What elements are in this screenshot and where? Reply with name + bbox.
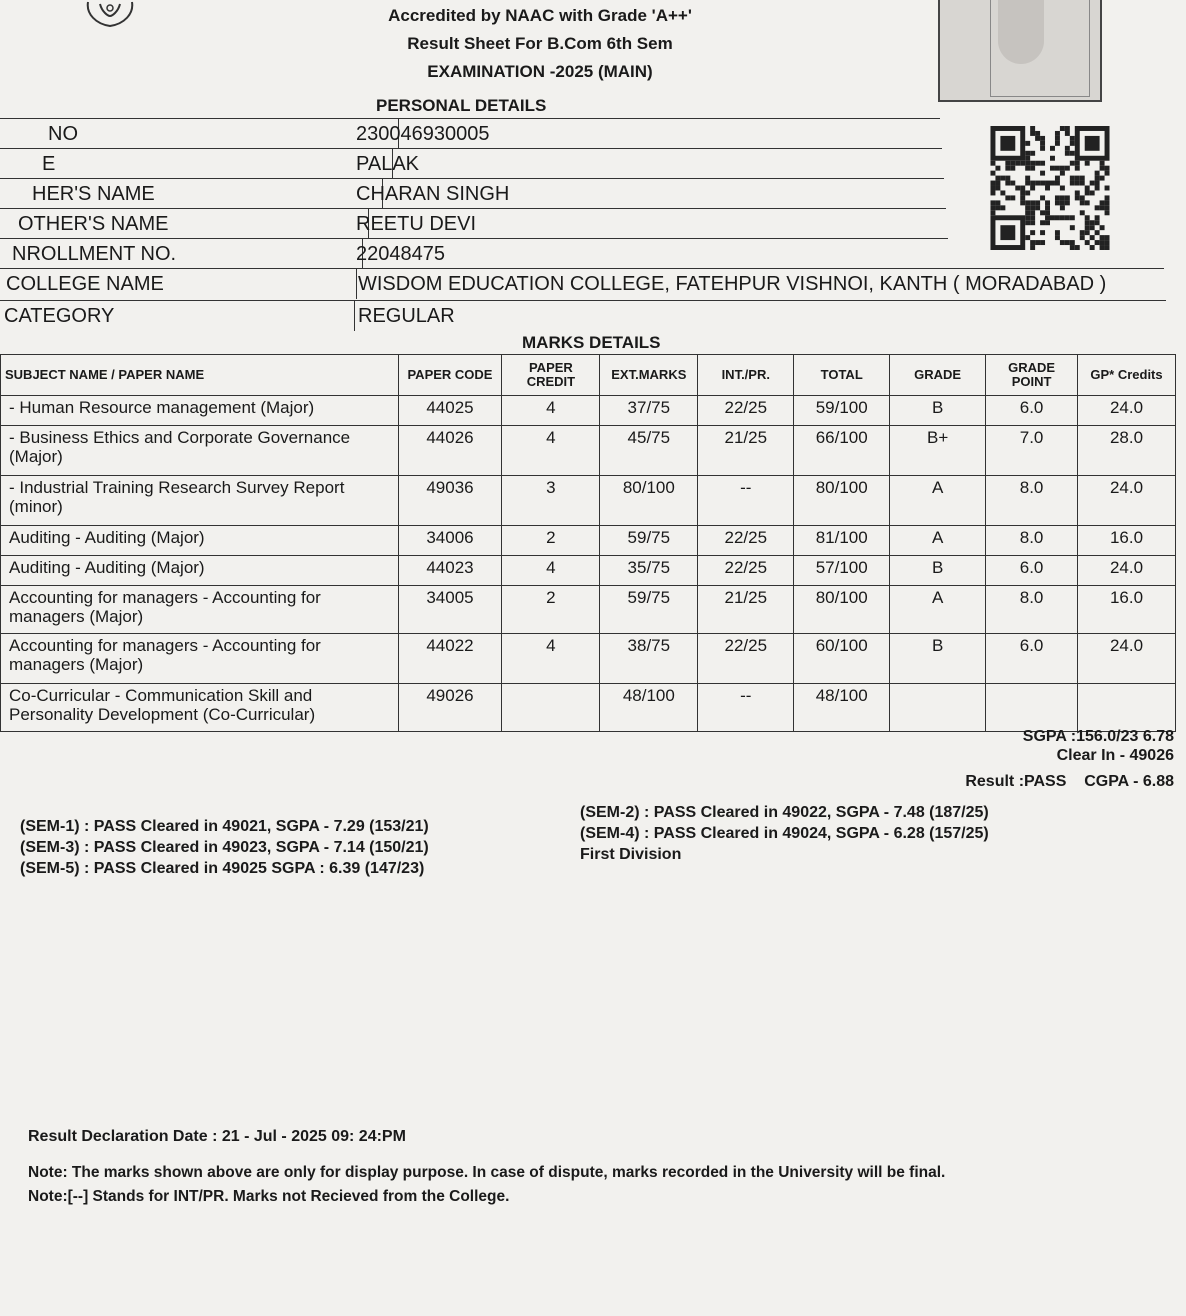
semester-results-right xyxy=(580,802,989,865)
total-header: TOTAL xyxy=(794,355,890,396)
university-logo xyxy=(62,0,172,70)
gpc-cell: 16.0 xyxy=(1078,526,1176,556)
code-cell: 44023 xyxy=(398,556,502,586)
subject-cell: - Industrial Training Research Survey Report (minor) xyxy=(1,476,399,526)
cgpa-value: CGPA - 6.88 xyxy=(1084,773,1174,790)
int-cell: 22/25 xyxy=(698,634,794,684)
ext-cell: 38/75 xyxy=(600,634,698,684)
marks-header-row xyxy=(1,355,1176,396)
grade-cell: B xyxy=(890,634,986,684)
college-value: WISDOM EDUCATION COLLEGE, FATEHPUR VISHNOI, KANTH ( MORADABAD ) xyxy=(358,273,1107,295)
code-cell: 34006 xyxy=(398,526,502,556)
ext-cell: 80/100 xyxy=(600,476,698,526)
enrollment-label: NROLLMENT NO. xyxy=(0,239,363,269)
father-name-row xyxy=(0,178,944,209)
paper-credit-header: PAPER CREDIT xyxy=(502,355,600,396)
grade-cell: A xyxy=(890,526,986,556)
credit-cell: 2 xyxy=(502,526,600,556)
credit-cell: 4 xyxy=(502,556,600,586)
grade-point-header: GRADE POINT xyxy=(986,355,1078,396)
examination-line: EXAMINATION -2025 (MAIN) xyxy=(427,62,653,81)
int-pr-note: Note:[--] Stands for INT/PR. Marks not Recieved from the College. xyxy=(28,1188,510,1205)
ext-cell: 59/75 xyxy=(600,586,698,634)
gpc-cell: 16.0 xyxy=(1078,586,1176,634)
int-cell: 22/25 xyxy=(698,396,794,426)
display-note: Note: The marks shown above are only for display purpose. In case of dispute, marks recorded in the University will be final. xyxy=(28,1164,946,1181)
code-cell: 49036 xyxy=(398,476,502,526)
gpc-cell: 24.0 xyxy=(1078,476,1176,526)
roll-no-row xyxy=(0,118,940,149)
marks-table xyxy=(0,354,1176,732)
grade-header: GRADE xyxy=(890,355,986,396)
total-cell: 48/100 xyxy=(794,684,890,732)
int-marks-header: INT./PR. xyxy=(698,355,794,396)
credit-cell: 4 xyxy=(502,426,600,476)
sem-4-result: (SEM-4) : PASS Cleared in 49024, SGPA - 6.28 (157/25) xyxy=(580,825,989,842)
int-cell: -- xyxy=(698,684,794,732)
roll-no-label: NO xyxy=(0,119,399,149)
grade-cell: A xyxy=(890,586,986,634)
subject-cell: Accounting for managers - Accounting for managers (Major) xyxy=(1,586,399,634)
ext-marks-header: EXT.MARKS xyxy=(600,355,698,396)
category-value: REGULAR xyxy=(358,305,455,327)
father-name-value: CHARAN SINGH xyxy=(356,183,510,205)
grade-cell xyxy=(890,684,986,732)
code-cell: 44022 xyxy=(398,634,502,684)
emblem-icon xyxy=(80,0,140,40)
name-row xyxy=(0,148,942,179)
name-value: PALAK xyxy=(356,153,419,175)
sgpa-summary: SGPA :156.0/23 6.78 xyxy=(1022,728,1174,745)
gp-cell: 6.0 xyxy=(986,396,1078,426)
gpc-cell: 28.0 xyxy=(1078,426,1176,476)
division: First Division xyxy=(580,846,682,863)
student-photo xyxy=(938,0,1102,102)
qr-code-icon xyxy=(990,126,1110,250)
credit-cell: 2 xyxy=(502,586,600,634)
credit-cell: 4 xyxy=(502,396,600,426)
credit-cell: 4 xyxy=(502,634,600,684)
college-label: COLLEGE NAME xyxy=(0,269,357,299)
subject-cell: Auditing - Auditing (Major) xyxy=(1,556,399,586)
subject-header: SUBJECT NAME / PAPER NAME xyxy=(1,355,399,396)
sem-5-result: (SEM-5) : PASS Cleared in 49025 SGPA : 6.39 (147/23) xyxy=(20,860,425,877)
gpc-cell: 24.0 xyxy=(1078,634,1176,684)
int-cell: -- xyxy=(698,476,794,526)
result-status: Result :PASS xyxy=(965,773,1067,790)
code-cell: 49026 xyxy=(398,684,502,732)
gp-cell: 8.0 xyxy=(986,476,1078,526)
result-cgpa-summary xyxy=(965,773,1174,791)
total-cell: 80/100 xyxy=(794,586,890,634)
table-row xyxy=(1,684,1176,732)
ext-cell: 45/75 xyxy=(600,426,698,476)
int-cell: 21/25 xyxy=(698,426,794,476)
code-cell: 44026 xyxy=(398,426,502,476)
gp-cell: 8.0 xyxy=(986,526,1078,556)
total-cell: 80/100 xyxy=(794,476,890,526)
ext-cell: 59/75 xyxy=(600,526,698,556)
ext-cell: 35/75 xyxy=(600,556,698,586)
personal-details-title: PERSONAL DETAILS xyxy=(376,96,547,115)
gp-cell: 6.0 xyxy=(986,634,1078,684)
declaration-value: : 21 - Jul - 2025 09: 24:PM xyxy=(212,1128,406,1145)
name-label: E xyxy=(0,149,393,179)
total-cell: 59/100 xyxy=(794,396,890,426)
total-cell: 57/100 xyxy=(794,556,890,586)
gp-cell: 8.0 xyxy=(986,586,1078,634)
father-name-label: HER'S NAME xyxy=(0,179,383,209)
marks-details-title: MARKS DETAILS xyxy=(522,333,661,352)
declaration-date xyxy=(28,1126,406,1148)
table-row xyxy=(1,396,1176,426)
paper-code-header: PAPER CODE xyxy=(398,355,502,396)
subject-cell: - Business Ethics and Corporate Governance (Major) xyxy=(1,426,399,476)
sem-1-result: (SEM-1) : PASS Cleared in 49021, SGPA - 7.29 (153/21) xyxy=(20,818,429,835)
result-header xyxy=(300,2,780,86)
clear-in-summary: Clear In - 49026 xyxy=(1056,747,1174,764)
table-row xyxy=(1,556,1176,586)
photo-face xyxy=(998,0,1044,64)
college-row xyxy=(0,268,1164,299)
category-label: CATEGORY xyxy=(0,301,355,331)
grade-cell: B xyxy=(890,556,986,586)
gpc-cell xyxy=(1078,684,1176,732)
credit-cell xyxy=(502,684,600,732)
gp-credits-header: GP* Credits xyxy=(1078,355,1176,396)
total-cell: 81/100 xyxy=(794,526,890,556)
gp-cell: 7.0 xyxy=(986,426,1078,476)
subject-cell: - Human Resource management (Major) xyxy=(1,396,399,426)
enrollment-row xyxy=(0,238,948,269)
gpc-cell: 24.0 xyxy=(1078,396,1176,426)
grade-cell: A xyxy=(890,476,986,526)
subject-cell: Co-Curricular - Communication Skill and Personality Development (Co-Curricular) xyxy=(1,684,399,732)
gp-cell xyxy=(986,684,1078,732)
grade-cell: B xyxy=(890,396,986,426)
ext-cell: 37/75 xyxy=(600,396,698,426)
int-cell: 21/25 xyxy=(698,586,794,634)
credit-cell: 3 xyxy=(502,476,600,526)
declaration-label: Result Declaration Date xyxy=(28,1128,208,1145)
enrollment-value: 22048475 xyxy=(356,243,445,265)
total-cell: 66/100 xyxy=(794,426,890,476)
accreditation-line: Accredited by NAAC with Grade 'A++' xyxy=(388,6,692,25)
grade-cell: B+ xyxy=(890,426,986,476)
table-row xyxy=(1,526,1176,556)
code-cell: 34005 xyxy=(398,586,502,634)
category-row xyxy=(0,300,1166,331)
table-row xyxy=(1,634,1176,684)
code-cell: 44025 xyxy=(398,396,502,426)
table-row xyxy=(1,586,1176,634)
subject-cell: Auditing - Auditing (Major) xyxy=(1,526,399,556)
int-cell: 22/25 xyxy=(698,556,794,586)
gp-cell: 6.0 xyxy=(986,556,1078,586)
sem-3-result: (SEM-3) : PASS Cleared in 49023, SGPA - 7.14 (150/21) xyxy=(20,839,429,856)
subject-cell: Accounting for managers - Accounting for managers (Major) xyxy=(1,634,399,684)
table-row xyxy=(1,476,1176,526)
semester-results-left xyxy=(20,816,429,879)
sheet-title: Result Sheet For B.Com 6th Sem xyxy=(407,34,673,53)
int-cell: 22/25 xyxy=(698,526,794,556)
mother-name-label: OTHER'S NAME xyxy=(0,209,369,239)
ext-cell: 48/100 xyxy=(600,684,698,732)
gpc-cell: 24.0 xyxy=(1078,556,1176,586)
total-cell: 60/100 xyxy=(794,634,890,684)
mother-name-row xyxy=(0,208,946,239)
mother-name-value: REETU DEVI xyxy=(356,213,477,235)
roll-no-value: 230046930005 xyxy=(356,123,490,145)
sem-2-result: (SEM-2) : PASS Cleared in 49022, SGPA - 7.48 (187/25) xyxy=(580,804,989,821)
table-row xyxy=(1,426,1176,476)
